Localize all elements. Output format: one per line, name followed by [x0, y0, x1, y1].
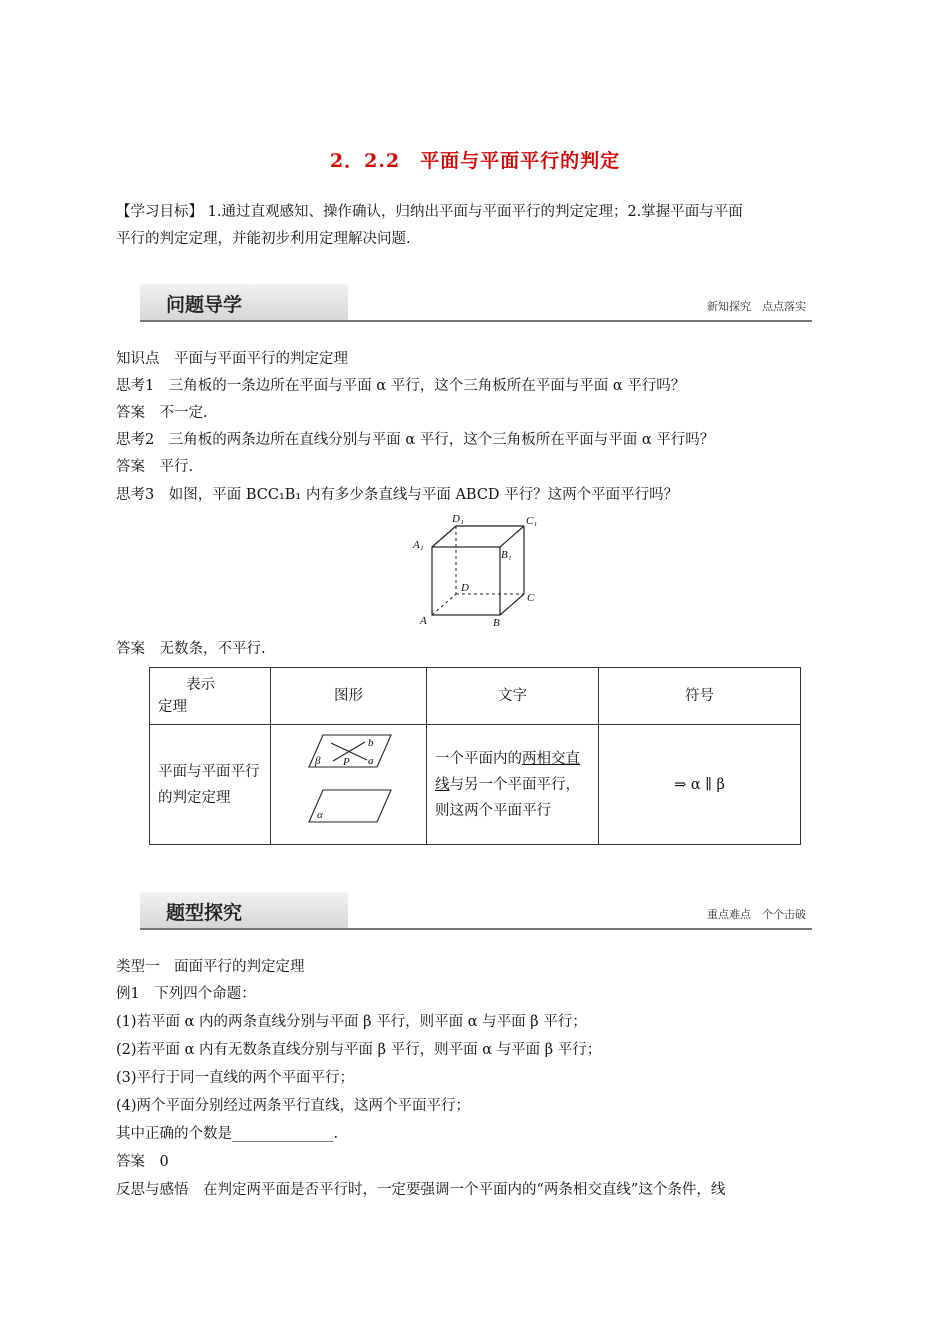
head-text: 文字	[427, 668, 599, 725]
think1-question: 思考1 三角板的一条边所在平面与平面 α 平行，这个三角板所在平面与平面 α 平行吗？	[116, 378, 686, 394]
section-title: 题型探究	[166, 902, 243, 924]
section-rule	[140, 320, 812, 322]
section-title: 问题导学	[166, 294, 243, 316]
objectives-line-1	[116, 202, 743, 222]
objectives-text-1: 1.通过直观感知、操作确认，归纳出平面与平面平行的判定定理；2.掌握平面与平面	[207, 204, 743, 220]
theorem-table	[149, 667, 801, 845]
section-tab	[140, 892, 348, 928]
proposition-3: (3)平行于同一直线的两个平面平行；	[116, 1070, 355, 1086]
cube-edge-b1c1	[500, 526, 524, 547]
section-tag: 新知探究 点点落实	[707, 300, 806, 313]
theorem-name: 平面与平面平行的判定定理	[150, 725, 271, 845]
think3-question: 思考3 如图，平面 BCC₁B₁ 内有多少条直线与平面 ABCD 平行？这两个平面平行吗？	[116, 487, 679, 503]
theorem-symbol: ⇒ α ∥ β	[599, 725, 801, 845]
text-post: 与另一个平面平行，则这两个平面平行	[435, 776, 580, 819]
page-title: 2．2.2 平面与平面平行的判定	[329, 150, 621, 172]
fig-label-b: b	[368, 737, 374, 749]
think3-answer: 答案 无数条，不平行.	[116, 641, 266, 657]
label-A: A	[420, 615, 427, 627]
fig-label-P: P	[343, 756, 350, 768]
table-header-row	[150, 668, 801, 725]
fig-label-alpha: α	[317, 809, 323, 821]
head-bottom: 定理	[158, 699, 187, 715]
section-header-wenti	[140, 284, 812, 322]
type1-heading: 类型一 面面平行的判定定理	[116, 959, 305, 975]
theorem-text	[427, 725, 599, 845]
head-figure: 图形	[271, 668, 427, 725]
cube-edge-a1d1	[432, 526, 456, 547]
objectives-label: 【学习目标】	[116, 204, 203, 220]
think2-answer: 答案 平行.	[116, 459, 194, 475]
table-head-corner	[150, 668, 271, 725]
cube-edge-bc	[500, 594, 524, 615]
example1: 例1 下列四个命题：	[116, 986, 256, 1002]
label-D: D	[461, 582, 469, 594]
head-symbol: 符号	[599, 668, 801, 725]
label-B: B	[493, 617, 500, 629]
text-pre: 一个平面内的	[435, 750, 522, 767]
proposition-2: (2)若平面 α 内有无数条直线分别与平面 β 平行，则平面 α 与平面 β 平行；	[116, 1042, 602, 1058]
reflection: 反思与感悟 在判定两平面是否平行时，一定要强调一个平面内的“两条相交直线”这个条件，线	[116, 1182, 726, 1198]
p1-pre: (1)若平面 α 内的两	[116, 1014, 243, 1030]
figure-cell	[271, 725, 427, 845]
think2-question: 思考2 三角板的两条边所在直线分别与平面 α 平行，这个三角板所在平面与平面 α 平行吗？	[116, 432, 715, 448]
cube-front-face	[432, 547, 500, 615]
label-A1: A₁	[413, 539, 424, 551]
text-underline-2: 直线	[435, 750, 580, 793]
proposition-1	[116, 1012, 587, 1032]
label-B1: B₁	[501, 549, 512, 561]
label-C: C	[527, 592, 535, 604]
think1-answer: 答案 不一定.	[116, 405, 208, 421]
cube-edge-ad-hidden	[432, 594, 456, 615]
text-underline-1: 两相交	[522, 750, 566, 767]
knowledge-heading: 知识点 平面与平面平行的判定定理	[116, 351, 348, 367]
planes-figure	[271, 725, 421, 835]
section-tag: 重点难点 个个击破	[707, 908, 806, 921]
answer: 答案 0	[116, 1154, 169, 1170]
label-C1: C₁	[526, 515, 538, 527]
fig-label-a: a	[368, 755, 374, 767]
p1-post: 条直线分别与平面 β 平行，则平面 α 与平面 β 平行；	[242, 1014, 587, 1030]
table-body-row	[150, 725, 801, 845]
section-tab	[140, 284, 348, 320]
fig-label-beta: β	[315, 755, 321, 767]
proposition-4: (4)两个平面分别经过两条平行直线，这两个平面平行；	[116, 1098, 471, 1114]
cube-figure	[410, 512, 550, 632]
label-D1: D₁	[452, 513, 464, 525]
section-header-tixing	[140, 892, 812, 930]
head-top: 表示	[186, 677, 215, 693]
section-rule	[140, 928, 812, 930]
question-blank: 其中正确的个数是______________.	[116, 1126, 339, 1142]
objectives-line-2: 平行的判定定理，并能初步利用定理解决问题.	[116, 231, 411, 247]
